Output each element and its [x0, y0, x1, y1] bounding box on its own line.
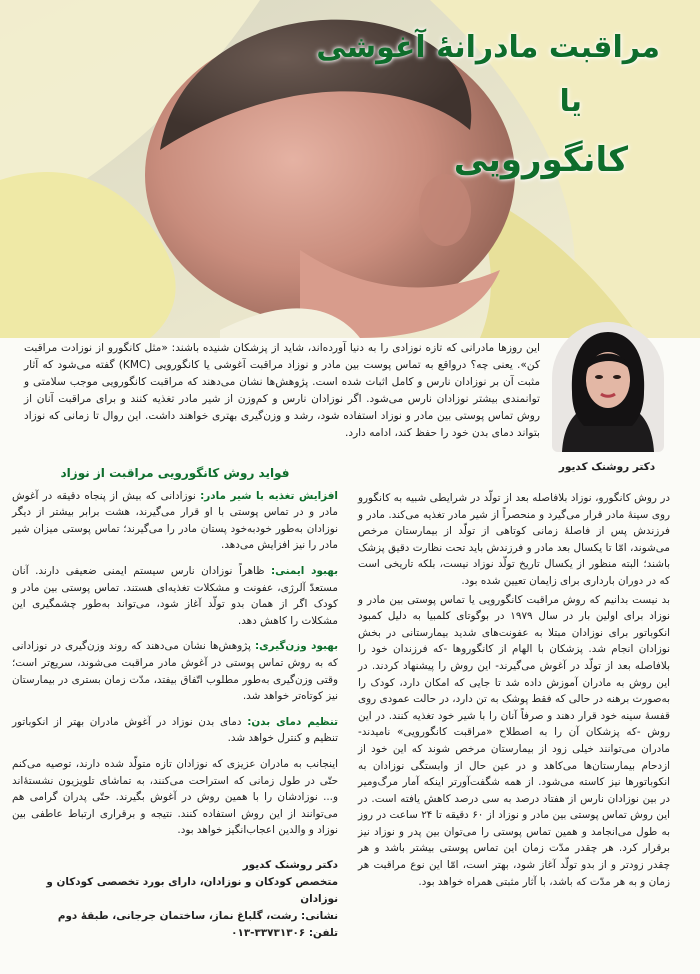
signature-address: نشانی: رشت، گلباغ نماز، ساختمان جرجانی، طبقۀ دوم — [57, 910, 338, 922]
benefit-breastfeeding — [12, 488, 338, 554]
article-left-column — [12, 465, 338, 839]
author-portrait — [552, 322, 664, 452]
article-right-column — [358, 490, 670, 892]
benefit-text: پژوهش‌ها نشان می‌دهند که روند وزن‌گیری در نوزادانی که به روش تماس پوستی در آغوش مادر مراقبت می‌شوند، سریع‌تر است؛ وقتی وزن‌گیری به‌طور مطلوب اتّفاق بیفتد، مدّت زمان بستری در بیمارستان نیز کوتاه‌تر خواهد شد. — [12, 640, 338, 703]
signature-specialty: متخصص کودکان و نوزادان، دارای بورد تخصصی کودکان و نوزادان — [46, 876, 338, 905]
signature-block — [12, 857, 338, 942]
title-line-3: کانگورویی — [453, 140, 628, 180]
benefit-temperature — [12, 714, 338, 747]
right-paragraph-2: بد نیست بدانیم که روش مراقبت کانگورویی یا تماس پوستی بین مادر و نوزاد برای اولین بار در سال ۱۹۷۹ در بوگوتای کلمبیا به دلیل کمبود انکوباتور برای نوزادان مبتلا به عفونت‌های شدید بیمارستانی در بخش نوزادان انجام شد. پزشکان با الهام از کانگوروها -که فرزندان خود را بلافاصله بعد از تولّد در آغوش می‌گیرند- این روش را پیشنهاد کردند. در این روش به مادران آموزش داده شد تا جایی که امکان دارد، کودک را به‌صورت برهنه در حالی که فقط پوشک به تن دارد، در حالت عمودی روی قفسۀ سینه خود قرار دهند و صرفاً آنان را با شیر خود تغذیه کنند. در این روش -که پزشکان آن را به اصطلاح «مراقبت کانگورویی» نامیدند- مادران می‌توانند خیلی زود از بیمارستان مرخص شوند که این خود از ازدحام بیمارستان‌ها می‌کاهد و در عین حال از وابستگی نوزادان به انکوباتورها نیز کاسته می‌شود. از همه شگفت‌آورتر اینکه آمار مرگ‌ومیر در بین نوزادان نارس از هفتاد درصد به سی درصد کاهش یافته است. در این روش تماس پوستی بین مادر و نوزاد از ۶۰ دقیقه تا ۲۴ ساعت در روز به طول می‌انجامد و همین تماس پوستی را می‌توان بین پدر و نوزاد نیز برقرار کرد. هر چقدر مدّت زمان این تماس پوستی بیشتر باشد و هر چقدر زودتر و از بدو تولّد آغاز شود، بهتر است، امّا این نوع مراقبت هر زمان و به هر مدّت که باشد، با آثار مثبتی همراه خواهد بود. — [357, 593, 670, 888]
benefit-text: دمای بدن نوزاد در آغوش مادران بهتر از انکوباتور تنظیم و کنترل خواهد شد. — [12, 715, 338, 745]
title-line-2: یا — [559, 84, 582, 119]
benefit-title: افزایش تغذیه با شیر مادر: — [200, 489, 338, 502]
intro-paragraph: این روزها مادرانی که تازه نوزادی را به دنیا آورده‌اند، شاید از پزشکان شنیده باشند: «مثل کانگورو از نوزادت مراقبت کن». یعنی چه؟ درواقع به تماس پوست بین مادر و نوزاد مراقبت آغوشی یا کانگورویی (KMC) گفته می‌شود که آثار مثبت آن بر نوزادان نارس و کامل اثبات شده است. پژوهش‌ها نشان می‌دهند که مراقبت کانگورویی موجب سلامتی و توانمندی بیشتر نوزادان نارس می‌شود. اگر نوزادان نارس و کم‌وزن از شیر مادر تغذیه کنند و برای مراقبت آنان از روش تماس پوستی بین مادر و نوزاد استفاده شود، رشد و وزن‌گیری بهتری خواهند داشت. این روال تا زمانی که نوزاد بتواند دمای بدن خود را حفظ کند، ادامه دارد. — [24, 342, 540, 439]
recommendation-paragraph: اینجانب به مادران عزیزی که نوزادان تازه متولّد شده دارند، توصیه می‌کنم حتّی در طول زمانی که استراحت می‌کنند، به تماشای تلویزیون نشستۀاند و... نوزادشان را با همین روش در آغوش بگیرند. حتّی پدران گرامی هم می‌توانند از این روش استفاده کنند. نتیجه و برقراری ارتباط عاطفی بین نوزاد و والدین اعجاب‌انگیز خواهد بود. — [12, 757, 338, 837]
author-portrait-image — [552, 322, 664, 452]
benefit-title: بهبود وزن‌گیری: — [255, 640, 338, 653]
signature-name: دکتر روشنک کدیور — [242, 859, 338, 871]
benefit-text: ظاهراً نوزادان نارس سیستم ایمنی ضعیفی دارند. آنان مستعدّ آلرژی، عفونت و مشکلات تغذیه‌ای هستند. تماس پوستی بین مادر و کودک اگر از همان بدو تولّد آغاز شود، می‌تواند به‌طور چشمگیری این مشکلات را کاهش دهد. — [12, 564, 338, 627]
benefit-title: تنظیم دمای بدن: — [247, 715, 338, 728]
right-paragraph-1: در روش کانگورو، نوزاد بلافاصله بعد از تولّد در شرایطی شبیه به کانگورو روی سینۀ مادر قرار می‌گیرد و منحصراً از شیر مادر تغذیه می‌کند. مادر و فرزندش پس از فاصلۀ زمانی کوتاهی از تولّد از بیمارستان مرخص می‌شوند، امّا تا یکسال بعد مادر و فرزندش باید تحت نظارت دقیق پزشک باشند؛ البته منظور از یکسال تاریخ تولّد نوزاد نیست، بلکه تاریخی است که در دوران بارداری برای زایمان تعیین شده بود. — [358, 492, 670, 587]
signature-phone: تلفن: ۳۳۷۳۱۳۰۶-۰۱۳ — [231, 927, 338, 939]
hero-photo — [0, 0, 700, 338]
benefit-weight-gain — [12, 638, 338, 704]
benefit-immunity — [12, 563, 338, 629]
benefit-text: نوزادانی که بیش از پنجاه دقیقه در آغوش مادر و در تماس پوستی با او قرار می‌گیرند، هشت برابر بیشتر از دیگر نوزادان به‌طور خودبه‌خود پستان مادر را می‌گیرند؛ تماس پوستی میزان شیر مادر را نیز افزایش می‌دهد. — [12, 489, 338, 552]
title-line-1: مراقبت مادرانۀ آغوشی — [316, 30, 660, 65]
benefits-heading: فواید روش کانگورویی مراقبت از نوزاد — [60, 466, 290, 480]
benefit-title: بهبود ایمنی: — [270, 564, 338, 577]
author-name: دکتر روشنک کدیور — [558, 461, 656, 473]
